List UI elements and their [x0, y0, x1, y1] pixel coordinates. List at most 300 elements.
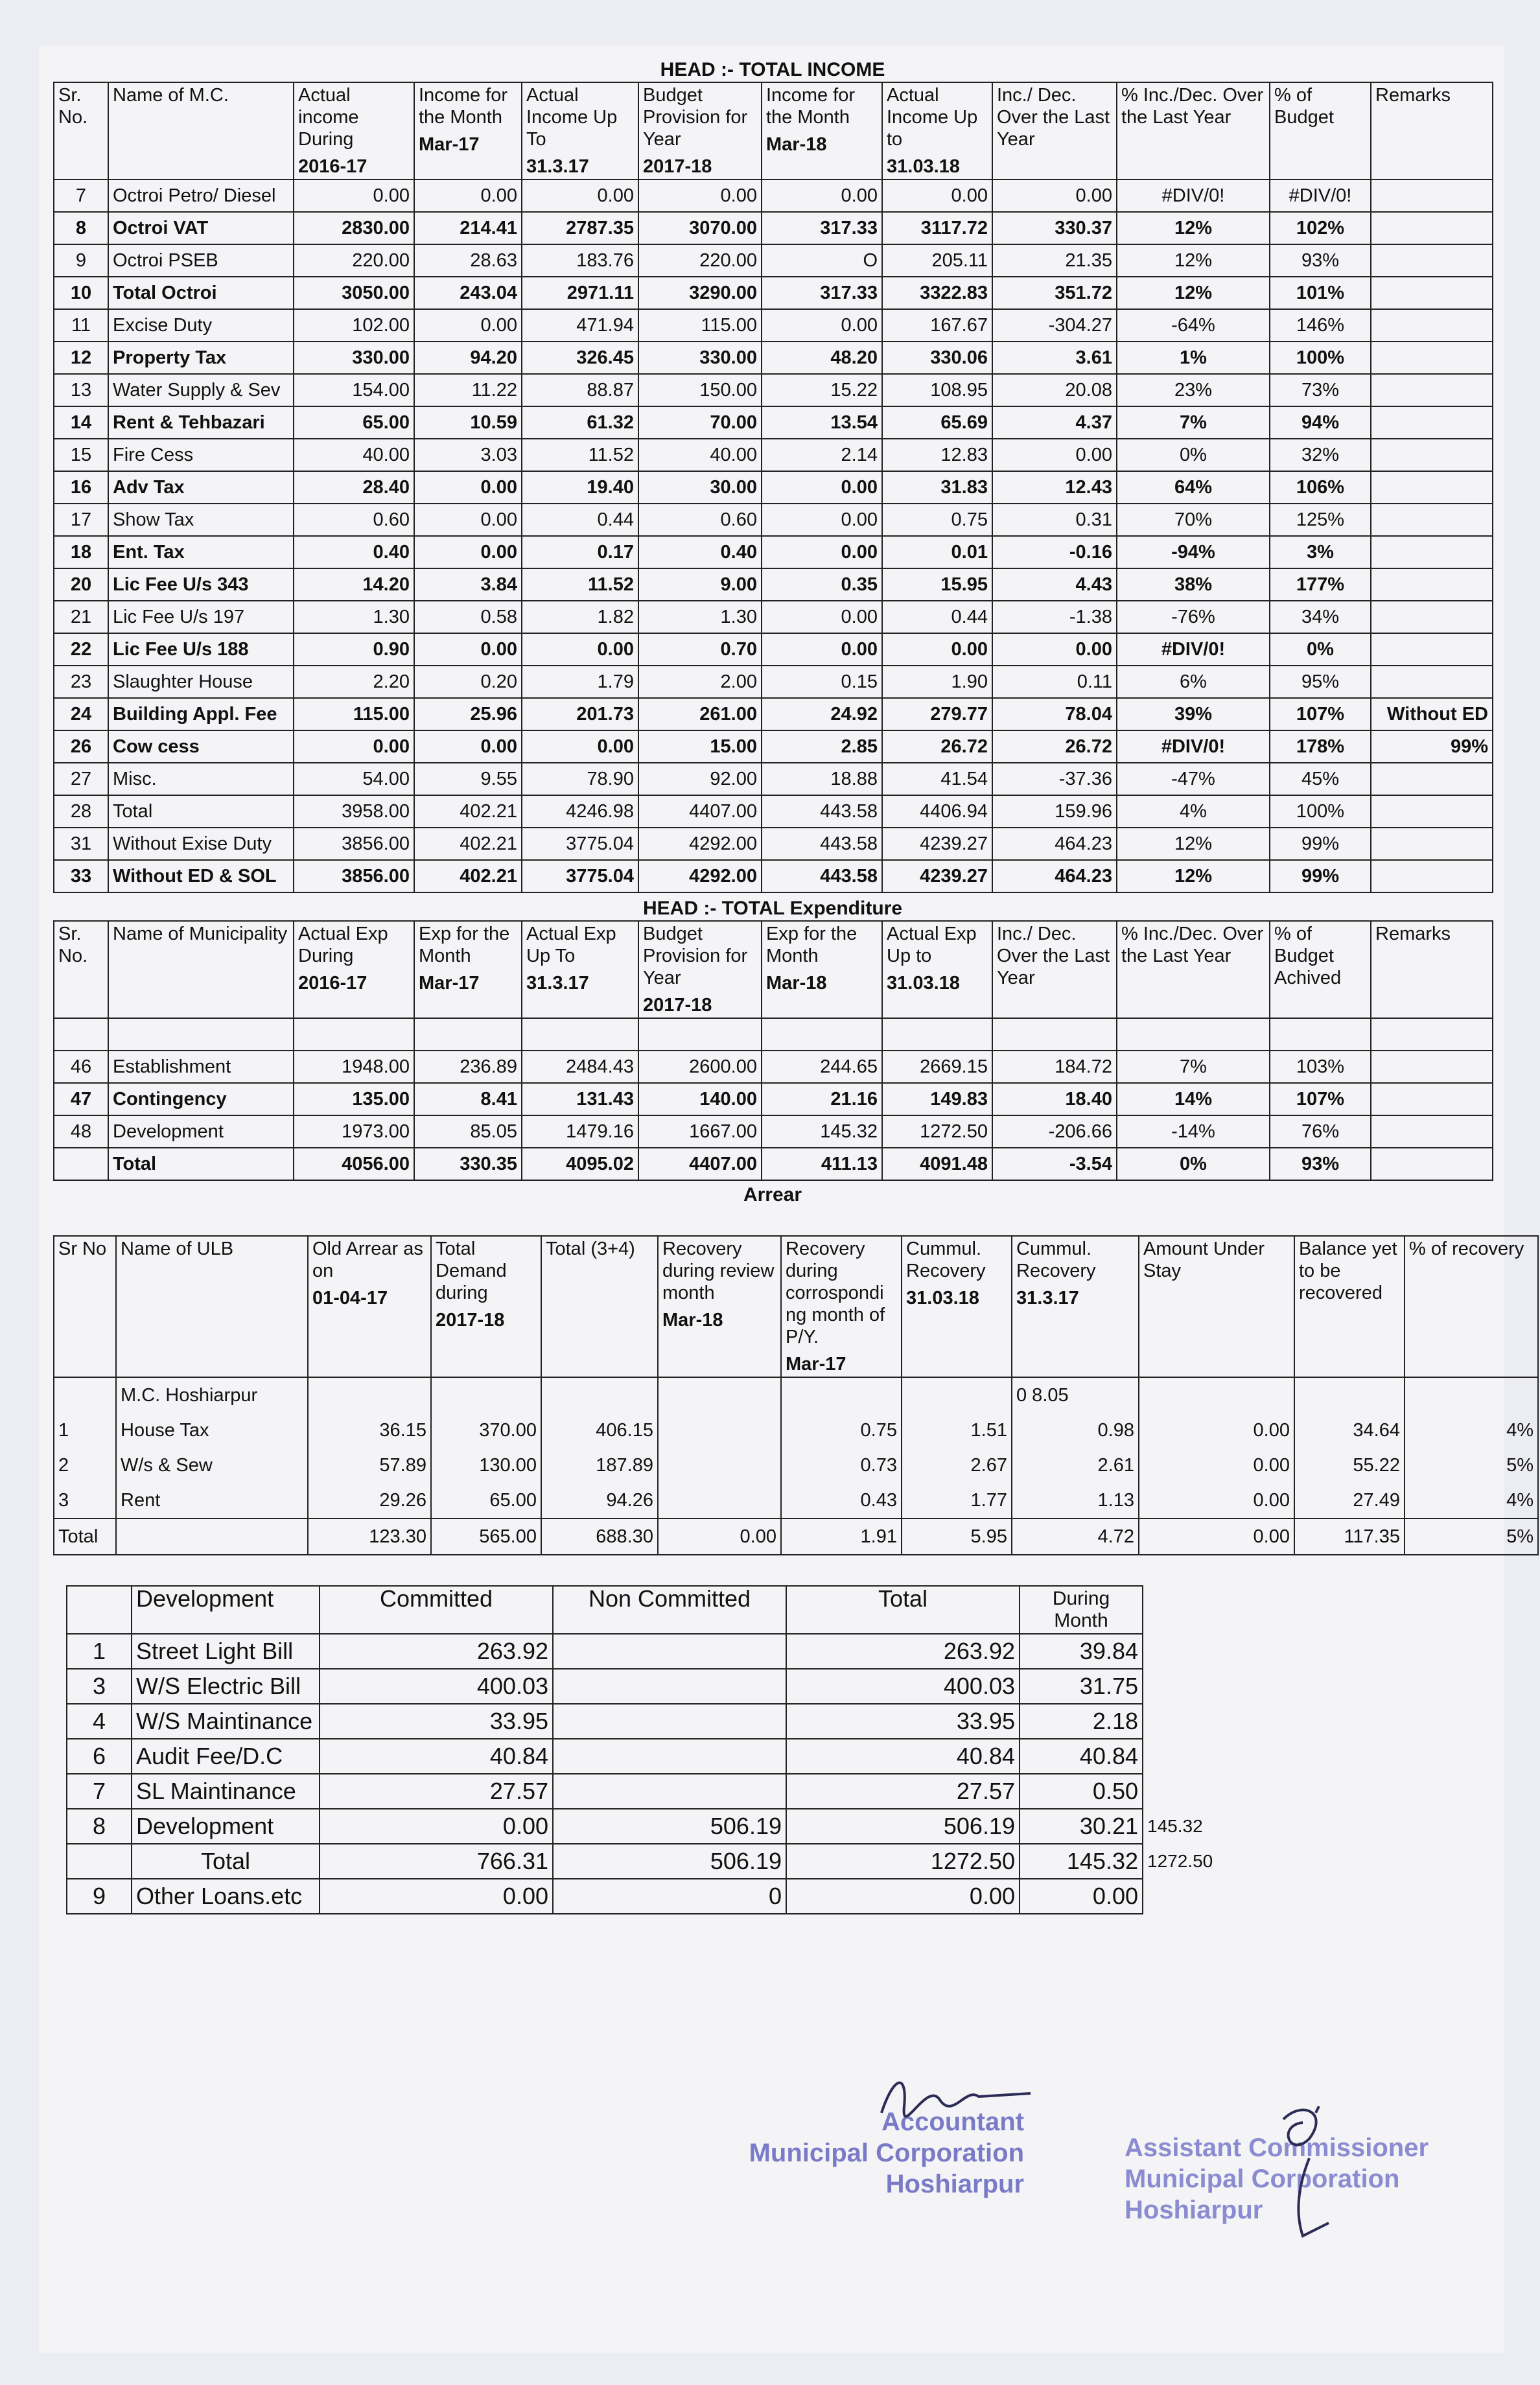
table-cell: Octroi VAT	[108, 212, 294, 244]
table-cell: W/s & Sew	[116, 1448, 308, 1483]
table-cell	[308, 1377, 431, 1413]
table-cell: 107%	[1270, 698, 1371, 730]
table-cell: -76%	[1117, 601, 1270, 633]
total-row	[54, 1518, 1538, 1555]
table-cell	[553, 1739, 786, 1774]
table-cell	[431, 1377, 541, 1413]
table-cell: 0.00	[414, 309, 522, 342]
table-cell	[54, 1148, 108, 1180]
table-cell: 145.32	[1020, 1844, 1143, 1879]
column-header	[108, 82, 294, 180]
table-cell: 135.00	[294, 1083, 414, 1115]
table-row	[54, 1051, 1493, 1083]
column-header	[1371, 82, 1493, 180]
column-header	[638, 921, 762, 1018]
table-cell: 400.03	[320, 1669, 553, 1704]
column-header-label: Actual Exp Up to	[887, 924, 977, 966]
table-cell: 506.19	[553, 1844, 786, 1879]
table-cell: 12%	[1117, 860, 1270, 892]
table-cell: 14%	[1117, 1083, 1270, 1115]
table-cell: 70.00	[638, 406, 762, 439]
table-cell: 1667.00	[638, 1115, 762, 1148]
table-row	[54, 406, 1493, 439]
table-cell	[1371, 471, 1493, 504]
table-cell: Property Tax	[108, 342, 294, 374]
column-header	[294, 921, 414, 1018]
table-cell: 99%	[1371, 730, 1493, 763]
table-cell: 0.73	[781, 1448, 902, 1483]
table-cell: 11.52	[522, 568, 638, 601]
table-cell: W/S Electric Bill	[132, 1669, 320, 1704]
table-cell: 54.00	[294, 763, 414, 795]
stamp-line: Municipal Corporation	[749, 2139, 1024, 2167]
table-cell: 0.11	[992, 666, 1117, 698]
table-cell: 0.00	[522, 180, 638, 212]
table-cell	[1371, 244, 1493, 277]
table-row	[54, 504, 1493, 536]
table-cell	[1371, 374, 1493, 406]
table-cell: 330.06	[882, 342, 992, 374]
table-cell: 107%	[1270, 1083, 1371, 1115]
table-row	[54, 439, 1493, 471]
table-cell	[67, 1844, 132, 1879]
table-cell: 4091.48	[882, 1148, 992, 1180]
table-cell: 0.75	[882, 504, 992, 536]
stamp-line: Hoshiarpur	[1125, 2196, 1263, 2224]
table-cell	[762, 1018, 882, 1051]
column-header-label: Budget Provision for Year	[643, 924, 748, 988]
table-cell: #DIV/0!	[1117, 730, 1270, 763]
table-cell: 0.00	[882, 180, 992, 212]
column-header-period: Mar-18	[766, 134, 827, 155]
table-row	[54, 374, 1493, 406]
column-header-period: 31.03.18	[887, 973, 960, 994]
table-cell	[781, 1377, 902, 1413]
table-cell	[1371, 633, 1493, 666]
table-cell: 2.67	[902, 1448, 1012, 1483]
table-cell: 101%	[1270, 277, 1371, 309]
column-header-label: Exp for the Month	[766, 924, 858, 966]
table-cell: Lic Fee U/s 343	[108, 568, 294, 601]
table-cell: 9.55	[414, 763, 522, 795]
arrear-header-row	[54, 1236, 1538, 1377]
table-cell: 2.85	[762, 730, 882, 763]
table-cell: Rent & Tehbazari	[108, 406, 294, 439]
table-cell: 0.00	[638, 180, 762, 212]
table-cell: 33	[54, 860, 108, 892]
column-header	[108, 921, 294, 1018]
table-cell: 21.35	[992, 244, 1117, 277]
table-cell: 0.00	[294, 180, 414, 212]
table-cell: 76%	[1270, 1115, 1371, 1148]
table-cell: Lic Fee U/s 197	[108, 601, 294, 633]
table-cell: 1.30	[638, 601, 762, 633]
table-cell: 31	[54, 828, 108, 860]
table-cell: 178%	[1270, 730, 1371, 763]
table-row	[54, 698, 1493, 730]
table-cell: 65.00	[431, 1483, 541, 1518]
table-row	[54, 568, 1493, 601]
column-header	[638, 82, 762, 180]
table-cell: 263.92	[786, 1634, 1020, 1669]
column-header	[1270, 82, 1371, 180]
table-cell: 117.35	[1294, 1518, 1405, 1555]
table-cell: #DIV/0!	[1117, 633, 1270, 666]
table-cell	[553, 1669, 786, 1704]
table-cell: 2669.15	[882, 1051, 992, 1083]
table-cell	[1143, 1634, 1227, 1669]
table-cell: 106%	[1270, 471, 1371, 504]
table-cell: 88.87	[522, 374, 638, 406]
column-header-label: Cummul. Recovery	[1016, 1239, 1096, 1281]
table-cell	[553, 1774, 786, 1809]
table-cell: 1973.00	[294, 1115, 414, 1148]
table-cell: 125%	[1270, 504, 1371, 536]
table-cell: 14.20	[294, 568, 414, 601]
table-cell: 443.58	[762, 795, 882, 828]
table-cell: -14%	[1117, 1115, 1270, 1148]
table-cell: 3070.00	[638, 212, 762, 244]
table-cell: 0%	[1117, 1148, 1270, 1180]
table-cell: 3958.00	[294, 795, 414, 828]
table-cell: 0.31	[992, 504, 1117, 536]
table-cell: -37.36	[992, 763, 1117, 795]
table-cell: Other Loans.etc	[132, 1879, 320, 1914]
table-cell: 27.57	[320, 1774, 553, 1809]
table-cell: 7	[54, 180, 108, 212]
table-cell: 13	[54, 374, 108, 406]
column-header	[1012, 1236, 1139, 1377]
table-cell: 115.00	[638, 309, 762, 342]
table-cell: 317.33	[762, 277, 882, 309]
table-cell: 3322.83	[882, 277, 992, 309]
table-cell: 4.72	[1012, 1518, 1139, 1555]
table-cell: 1.91	[781, 1518, 902, 1555]
table-cell: O	[762, 244, 882, 277]
column-header-label: Sr. No.	[58, 924, 88, 966]
table-cell: 7%	[1117, 1051, 1270, 1083]
table-cell: 243.04	[414, 277, 522, 309]
table-cell: 31.83	[882, 471, 992, 504]
table-cell: 0.00	[414, 471, 522, 504]
table-cell: 205.11	[882, 244, 992, 277]
table-cell: 0.43	[781, 1483, 902, 1518]
table-cell: 12	[54, 342, 108, 374]
column-header-label: Budget Provision for Year	[643, 85, 748, 150]
table-cell: -304.27	[992, 309, 1117, 342]
table-cell: 4246.98	[522, 795, 638, 828]
table-cell	[1371, 212, 1493, 244]
table-cell: 443.58	[762, 860, 882, 892]
table-cell: 0.90	[294, 633, 414, 666]
arrear-title: Arrear	[743, 1184, 802, 1205]
table-cell: Development	[132, 1809, 320, 1844]
table-cell: 17	[54, 504, 108, 536]
table-cell: 123.30	[308, 1518, 431, 1555]
table-row	[67, 1739, 1227, 1774]
table-cell: 21.16	[762, 1083, 882, 1115]
table-cell: 34%	[1270, 601, 1371, 633]
table-cell: 11.52	[522, 439, 638, 471]
table-cell: Misc.	[108, 763, 294, 795]
column-header	[1117, 82, 1270, 180]
table-cell: 0.00	[762, 633, 882, 666]
table-cell	[1371, 1051, 1493, 1083]
table-row	[54, 277, 1493, 309]
table-cell	[553, 1704, 786, 1739]
table-cell: 57.89	[308, 1448, 431, 1483]
table-cell	[1371, 795, 1493, 828]
table-cell	[1143, 1774, 1227, 1809]
document-page	[39, 45, 1534, 2353]
column-header-period: Mar-17	[419, 973, 480, 994]
table-cell: 3	[54, 1483, 116, 1518]
table-cell: Water Supply & Sev	[108, 374, 294, 406]
income-table	[53, 82, 1493, 893]
table-row	[54, 212, 1493, 244]
table-cell	[1270, 1018, 1371, 1051]
table-cell: 2	[54, 1448, 116, 1483]
column-header: Non Committed	[553, 1586, 786, 1634]
table-cell: 40.84	[320, 1739, 553, 1774]
table-cell: 24.92	[762, 698, 882, 730]
table-cell: 12.83	[882, 439, 992, 471]
table-cell: 0.00	[1020, 1879, 1143, 1914]
arrear-table	[53, 1235, 1539, 1555]
table-cell: Audit Fee/D.C	[132, 1739, 320, 1774]
table-cell: 2.20	[294, 666, 414, 698]
table-cell: 0.00	[522, 730, 638, 763]
table-cell: 12%	[1117, 244, 1270, 277]
expenditure-title: HEAD :- TOTAL Expenditure	[642, 898, 903, 919]
table-cell: Octroi Petro/ Diesel	[108, 180, 294, 212]
table-cell	[1371, 1083, 1493, 1115]
table-cell: 39.84	[1020, 1634, 1143, 1669]
table-cell	[522, 1018, 638, 1051]
table-cell: 100%	[1270, 795, 1371, 828]
table-row	[54, 1083, 1493, 1115]
table-cell: 1272.50	[1147, 1851, 1213, 1871]
table-cell: 370.00	[431, 1413, 541, 1448]
table-cell: 0.00	[762, 601, 882, 633]
column-header-label: Actual Exp During	[298, 924, 388, 966]
table-cell: 48	[54, 1115, 108, 1148]
table-row	[67, 1879, 1227, 1914]
table-cell: 0.00	[762, 180, 882, 212]
column-header-label: Exp for the Month	[419, 924, 510, 966]
table-cell: 61.32	[522, 406, 638, 439]
table-cell: 15.00	[638, 730, 762, 763]
column-header-label: % of recovery	[1409, 1239, 1524, 1259]
table-cell: Slaughter House	[108, 666, 294, 698]
table-cell: 326.45	[522, 342, 638, 374]
column-header-label: Recovery during corrospondi ng month of P/Y.	[786, 1239, 885, 1347]
column-header	[294, 82, 414, 180]
table-cell: 0.00	[522, 633, 638, 666]
table-cell: Total	[108, 795, 294, 828]
column-header	[54, 82, 108, 180]
table-row	[54, 180, 1493, 212]
table-cell	[414, 1018, 522, 1051]
table-cell: 4.43	[992, 568, 1117, 601]
table-cell: 0%	[1117, 439, 1270, 471]
table-cell: Show Tax	[108, 504, 294, 536]
table-cell: Contingency	[108, 1083, 294, 1115]
table-cell: 0.00	[762, 309, 882, 342]
table-cell	[1371, 1115, 1493, 1148]
table-cell: 7%	[1117, 406, 1270, 439]
table-cell: Total	[108, 1148, 294, 1180]
column-header-label: Inc./ Dec. Over the Last Year	[997, 85, 1110, 150]
table-cell	[116, 1518, 308, 1555]
column-header-label: Actual Income Up To	[526, 85, 618, 150]
table-cell: 0.70	[638, 633, 762, 666]
table-cell: 0.17	[522, 536, 638, 568]
table-cell: Development	[108, 1115, 294, 1148]
table-cell	[658, 1483, 781, 1518]
table-cell: 464.23	[992, 828, 1117, 860]
column-header-period: 31.03.18	[906, 1288, 979, 1309]
table-cell: 177%	[1270, 568, 1371, 601]
accountant-signature-icon	[869, 2067, 1037, 2139]
table-cell: 0.00	[1139, 1448, 1294, 1483]
table-row	[54, 601, 1493, 633]
table-cell: 1948.00	[294, 1051, 414, 1083]
table-cell	[638, 1018, 762, 1051]
table-cell: 0.20	[414, 666, 522, 698]
column-header	[882, 921, 992, 1018]
table-row	[54, 1115, 1493, 1148]
table-cell	[992, 1018, 1117, 1051]
table-cell: 48.20	[762, 342, 882, 374]
table-cell: 31.75	[1020, 1669, 1143, 1704]
table-cell: 1.30	[294, 601, 414, 633]
column-header	[54, 921, 108, 1018]
table-cell: 0.00	[320, 1879, 553, 1914]
table-cell: 3856.00	[294, 860, 414, 892]
table-cell: 4239.27	[882, 860, 992, 892]
column-header-label: Remarks	[1375, 85, 1451, 106]
table-cell: 0.58	[414, 601, 522, 633]
table-cell: 94%	[1270, 406, 1371, 439]
table-cell: 220.00	[294, 244, 414, 277]
table-row	[54, 1448, 1538, 1483]
table-cell: 150.00	[638, 374, 762, 406]
table-row	[54, 730, 1493, 763]
column-header: Committed	[320, 1586, 553, 1634]
table-cell: 9	[54, 244, 108, 277]
table-cell: 85.05	[414, 1115, 522, 1148]
column-header-label: Income for the Month	[766, 85, 855, 128]
table-row	[54, 1148, 1493, 1180]
table-cell: 2600.00	[638, 1051, 762, 1083]
column-header-period: 2017-18	[643, 156, 712, 177]
table-cell: 317.33	[762, 212, 882, 244]
column-header	[541, 1236, 658, 1377]
table-cell: 0.50	[1020, 1774, 1143, 1809]
table-cell: 12.43	[992, 471, 1117, 504]
table-cell: 402.21	[414, 828, 522, 860]
table-cell	[108, 1018, 294, 1051]
table-cell: 5%	[1405, 1518, 1538, 1555]
column-header-label: Income for the Month	[419, 85, 508, 128]
table-cell: 0.00	[762, 536, 882, 568]
table-cell: 3%	[1270, 536, 1371, 568]
table-cell: 1272.50	[786, 1844, 1020, 1879]
column-header-label: Total Demand during	[436, 1239, 507, 1303]
table-cell: 14	[54, 406, 108, 439]
table-cell: 23%	[1117, 374, 1270, 406]
table-cell	[54, 1018, 108, 1051]
column-header-period: Mar-18	[766, 973, 827, 994]
table-cell: 29.26	[308, 1483, 431, 1518]
table-cell: 3117.72	[882, 212, 992, 244]
table-cell: 20	[54, 568, 108, 601]
table-row	[67, 1704, 1227, 1739]
table-row	[54, 1413, 1538, 1448]
column-header-label: Name of M.C.	[113, 85, 229, 106]
table-row	[54, 309, 1493, 342]
table-cell: 0.98	[1012, 1413, 1139, 1448]
table-cell: 4%	[1405, 1413, 1538, 1448]
table-cell: 443.58	[762, 828, 882, 860]
table-cell: 26.72	[882, 730, 992, 763]
table-cell	[1371, 504, 1493, 536]
table-cell: 0.00	[1139, 1483, 1294, 1518]
table-cell: #DIV/0!	[1270, 180, 1371, 212]
table-cell: -1.38	[992, 601, 1117, 633]
table-cell: 39%	[1117, 698, 1270, 730]
table-cell: 73%	[1270, 374, 1371, 406]
column-header-label: Actual Income Up to	[887, 85, 978, 150]
table-cell: 506.19	[553, 1809, 786, 1844]
column-header-label: % of Budget	[1274, 85, 1334, 128]
table-cell: Building Appl. Fee	[108, 698, 294, 730]
table-cell: SL Maintinance	[132, 1774, 320, 1809]
column-header	[431, 1236, 541, 1377]
column-header-label: Inc./ Dec. Over the Last Year	[997, 924, 1110, 988]
table-cell: Street Light Bill	[132, 1634, 320, 1669]
column-header: During Month	[1020, 1586, 1143, 1634]
column-header-label: Total (3+4)	[546, 1239, 635, 1259]
table-cell: 402.21	[414, 795, 522, 828]
table-cell	[1371, 180, 1493, 212]
table-cell: 688.30	[541, 1518, 658, 1555]
table-cell: 0.00	[320, 1809, 553, 1844]
table-cell: 27.49	[1294, 1483, 1405, 1518]
table-cell: 263.92	[320, 1634, 553, 1669]
table-cell: 3	[67, 1669, 132, 1704]
column-header-label: Old Arrear as on	[312, 1239, 423, 1281]
table-cell	[658, 1448, 781, 1483]
expenditure-header-row	[54, 921, 1493, 1018]
table-cell: 4095.02	[522, 1148, 638, 1180]
table-cell: Total	[54, 1518, 116, 1555]
table-cell: 24	[54, 698, 108, 730]
table-cell: 0.00	[786, 1879, 1020, 1914]
table-cell	[1143, 1879, 1227, 1914]
table-cell: 99%	[1270, 828, 1371, 860]
table-cell: 4239.27	[882, 828, 992, 860]
table-cell: 4056.00	[294, 1148, 414, 1180]
table-row	[54, 795, 1493, 828]
table-cell: 244.65	[762, 1051, 882, 1083]
table-cell: 154.00	[294, 374, 414, 406]
table-cell: 330.35	[414, 1148, 522, 1180]
table-cell	[1371, 568, 1493, 601]
column-header	[882, 82, 992, 180]
stamp-line: Accountant	[881, 2108, 1024, 2136]
